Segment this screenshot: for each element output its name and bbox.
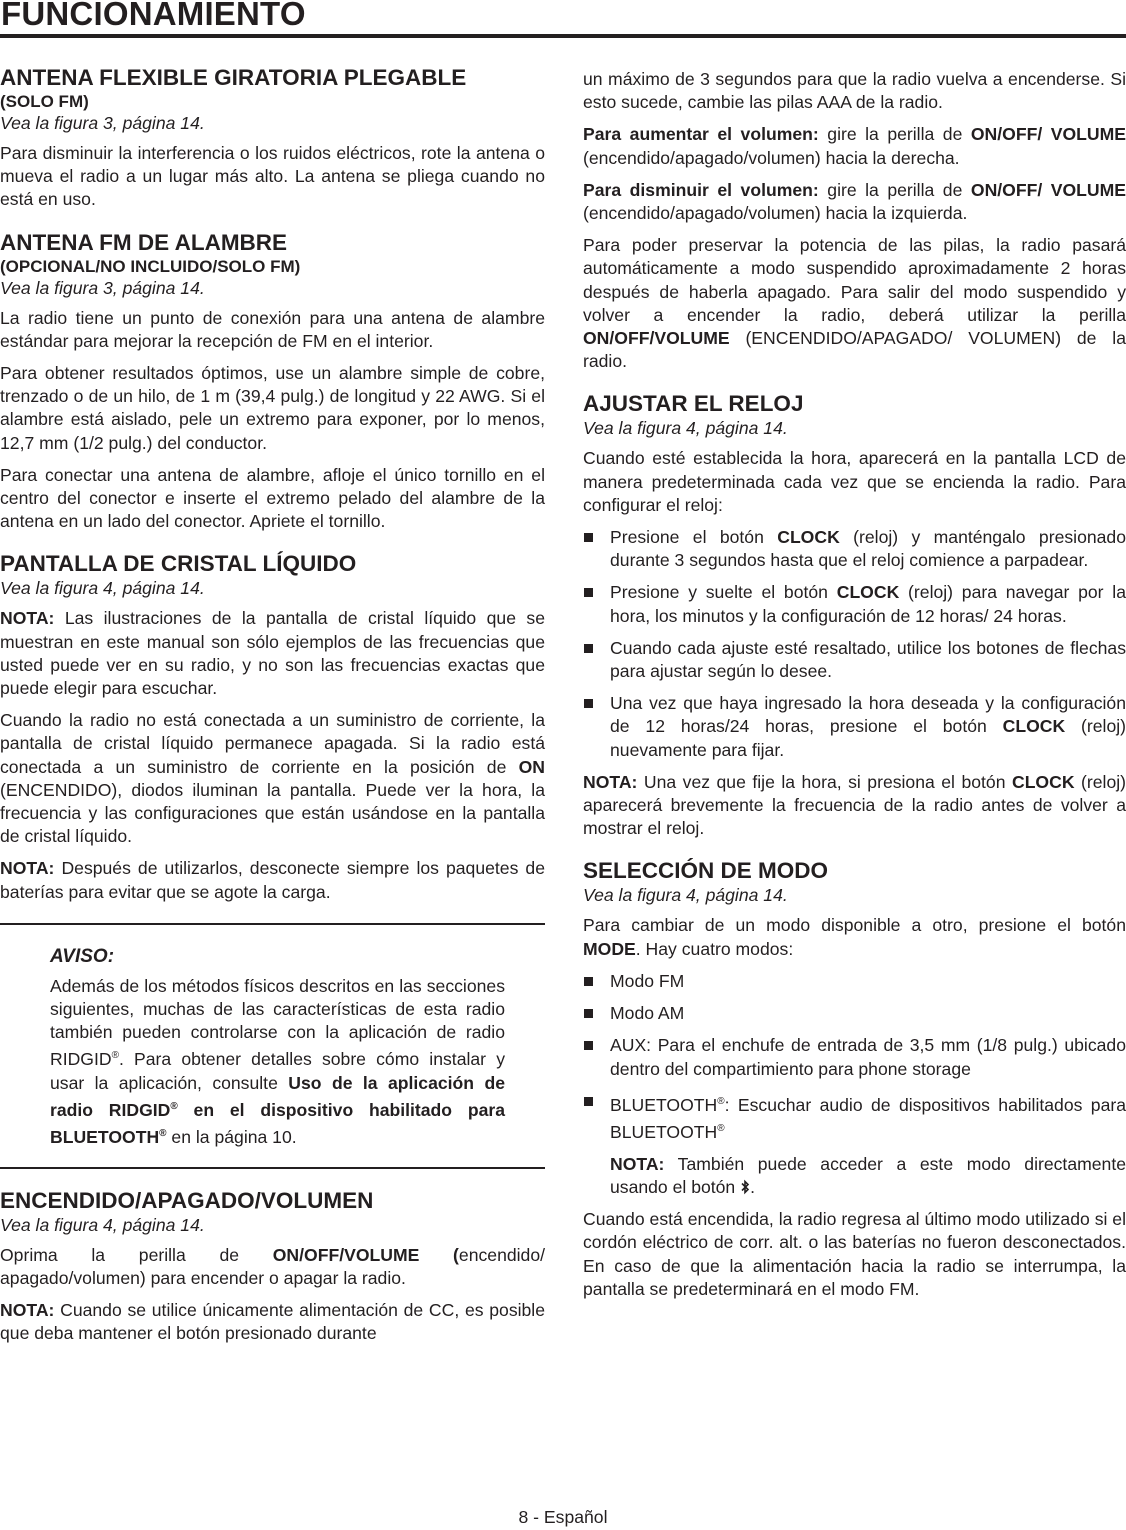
note-label: NOTA: xyxy=(610,1153,665,1174)
notice-box xyxy=(0,925,545,1167)
page-title: FUNCIONAMIENTO xyxy=(1,0,306,32)
bluetooth-icon xyxy=(740,1179,750,1195)
paragraph: un máximo de 3 segundos para que la radio vuelva a encenderse. Si esto sucede, cambie las pilas AAA de la radio. xyxy=(583,69,1126,113)
list-item: Una vez que haya ingresado la hora deseada y la configuración de 12 horas/24 horas, presione el botón CLOCK (reloj) nuevamente para fijar. xyxy=(583,692,1126,762)
section-encendido xyxy=(0,1187,545,1346)
figure-reference: Vea la figura 3, página 14. xyxy=(0,277,205,298)
section-pantalla xyxy=(0,550,545,903)
notice-title: AVISO: xyxy=(50,945,115,967)
paragraph: Para poder preservar la potencia de las pilas, la radio pasará automáticamente a modo suspendido aproximadamente 2 horas después de haberla apagado. Para salir del modo suspendido y volver a encender la radio, deberá utilizar la perilla ON/OFF/VOLUME (ENCENDIDO/APAGADO/ VOLUMEN) de la radio. xyxy=(583,235,1126,372)
list-item: BLUETOOTH®: Escuchar audio de dispositivos habilitados para BLUETOOTH® xyxy=(583,1090,1126,1144)
note-label: NOTA: xyxy=(0,1300,55,1321)
list-item: Modo AM xyxy=(583,1002,1126,1025)
paragraph: Para disminuir el volumen: gire la perilla de ON/OFF/ VOLUME (encendido/apagado/volumen) hacia la izquierda. xyxy=(583,179,1126,224)
section-subtitle: (SOLO FM) xyxy=(0,92,89,111)
list-item: AUX: Para el enchufe de entrada de 3,5 mm (1/8 pulg.) ubicado dentro del compartimiento para phone storage xyxy=(583,1034,1126,1080)
paragraph: Cuando esté establecida la hora, aparecerá en la pantalla LCD de manera predeterminada cada vez que se encienda la radio. Para configurar el reloj: xyxy=(583,448,1126,515)
note-label: NOTA: xyxy=(0,608,55,629)
section-title: PANTALLA DE CRISTAL LÍQUIDO xyxy=(0,551,357,577)
paragraph: La radio tiene un punto de conexión para una antena de alambre estándar para mejorar la recepción de FM en el interior. xyxy=(0,307,545,351)
note-label: NOTA: xyxy=(583,771,638,792)
bullet-list xyxy=(583,970,1126,1144)
figure-reference: Vea la figura 4, página 14. xyxy=(0,578,205,599)
page-header xyxy=(0,0,1126,38)
section-title: ANTENA FLEXIBLE GIRATORIA PLEGABLE xyxy=(0,65,467,90)
section-antena-alambre xyxy=(0,229,545,534)
paragraph: Para cambiar de un modo disponible a otro, presione el botón MODE. Hay cuatro modos: xyxy=(583,915,1126,959)
list-item: Modo FM xyxy=(583,970,1126,993)
list-item: Cuando cada ajuste esté resaltado, utilice los botones de flechas para ajustar según lo desee. xyxy=(583,637,1126,683)
note-paragraph: NOTA: Una vez que fije la hora, si presiona el botón CLOCK (reloj) aparecerá brevemente la frecuencia de la radio antes de volver a mostrar el reloj. xyxy=(583,771,1126,839)
figure-reference: Vea la figura 4, página 14. xyxy=(0,1214,205,1235)
paragraph: Oprima la perilla de ON/OFF/VOLUME (encendido/ apagado/volumen) para encender o apagar la radio. xyxy=(0,1244,546,1289)
note-paragraph: NOTA: Después de utilizarlos, desconecte siempre los paquetes de baterías para evitar que se agote la carga. xyxy=(0,858,545,902)
section-antena-flexible xyxy=(0,64,545,212)
note-paragraph: NOTA: Cuando se utilice únicamente alimentación de CC, es posible que deba mantener el botón presionado durante xyxy=(0,1300,545,1344)
right-column xyxy=(583,68,1126,1310)
paragraph: Cuando la radio no está conectada a un suministro de corriente, la pantalla de cristal líquido permanece apagada. Si la radio está conectada a un suministro de corriente en la posición de ON (ENCENDIDO), diodos iluminan la pantalla. Puede ver la hora, la frecuencia y las configuraciones que están usándose en la pantalla de cristal líquido. xyxy=(0,710,545,847)
note-paragraph: NOTA: También puede acceder a este modo directamente usando el botón . xyxy=(610,1153,1126,1198)
header-rule xyxy=(0,34,1126,38)
figure-reference: Vea la figura 4, página 14. xyxy=(583,418,788,439)
left-column xyxy=(0,64,545,1355)
section-subtitle: (OPCIONAL/NO INCLUIDO/SOLO FM) xyxy=(0,256,301,276)
paragraph: Cuando está encendida, la radio regresa al último modo utilizado si el cordón eléctrico de corr. alt. o las baterías no fueron desconectados. En caso de que la alimentación hacia la radio se interrumpa, la pantalla se predeterminará en el modo FM. xyxy=(583,1209,1126,1299)
list-item: Presione el botón CLOCK (reloj) y manténgalo presionado durante 3 segundos hasta que el reloj comience a parpadear. xyxy=(583,526,1126,572)
section-modo xyxy=(583,857,1126,1301)
page-footer: 8 - Español xyxy=(518,1507,608,1527)
section-reloj xyxy=(583,390,1126,840)
section-title: ENCENDIDO/APAGADO/VOLUMEN xyxy=(0,1187,374,1213)
section-title: AJUSTAR EL RELOJ xyxy=(583,391,804,417)
paragraph: Para obtener resultados óptimos, use un alambre simple de cobre, trenzado o de un hilo, de 1 m (39,4 pulg.) de longitud y 22 AWG. Si el alambre está aislado, pele un extremo para exponer, por lo menos, 12,7 mm (1/2 pulg.) del conductor. xyxy=(0,363,545,453)
notice-text: Además de los métodos físicos descritos en las secciones siguientes, muchas de las características de esta radio también pueden controlarse con la aplicación de radio RIDGID®. Para obtener detalles sobre cómo instalar y usar la aplicación, consulte Uso de la aplicación de radio RIDGID® en el dispositivo habilitado para BLUETOOTH® en la página 10. xyxy=(50,975,505,1147)
section-title: ANTENA FM DE ALAMBRE xyxy=(0,229,288,255)
paragraph: Para conectar una antena de alambre, afloje el único tornillo en el centro del conector e inserte el extremo pelado del alambre de la antena en un lado del conector. Apriete el tornillo. xyxy=(0,464,545,532)
bullet-list xyxy=(583,526,1126,762)
paragraph: Para aumentar el volumen: gire la perilla de ON/OFF/ VOLUME (encendido/apagado/volumen) hacia la derecha. xyxy=(583,124,1126,168)
list-item: Presione y suelte el botón CLOCK (reloj) para navegar por la hora, los minutos y la configuración de 12 horas/ 24 horas. xyxy=(583,581,1126,627)
section-title: SELECCIÓN DE MODO xyxy=(583,858,829,884)
divider xyxy=(0,1167,545,1169)
figure-reference: Vea la figura 4, página 14. xyxy=(583,885,788,906)
paragraph: Para disminuir la interferencia o los ruidos eléctricos, rote la antena o mueva el radio a un lugar más alto. La antena se pliega cuando no está en uso. xyxy=(0,143,545,210)
note-label: NOTA: xyxy=(0,858,55,879)
figure-reference: Vea la figura 3, página 14. xyxy=(0,113,205,133)
note-paragraph: NOTA: Las ilustraciones de la pantalla de cristal líquido que se muestran en este manual son sólo ejemplos de las frecuencias que usted puede ver en su radio, y no son las frecuencias exactas que puede elegir para escuchar. xyxy=(0,608,545,699)
